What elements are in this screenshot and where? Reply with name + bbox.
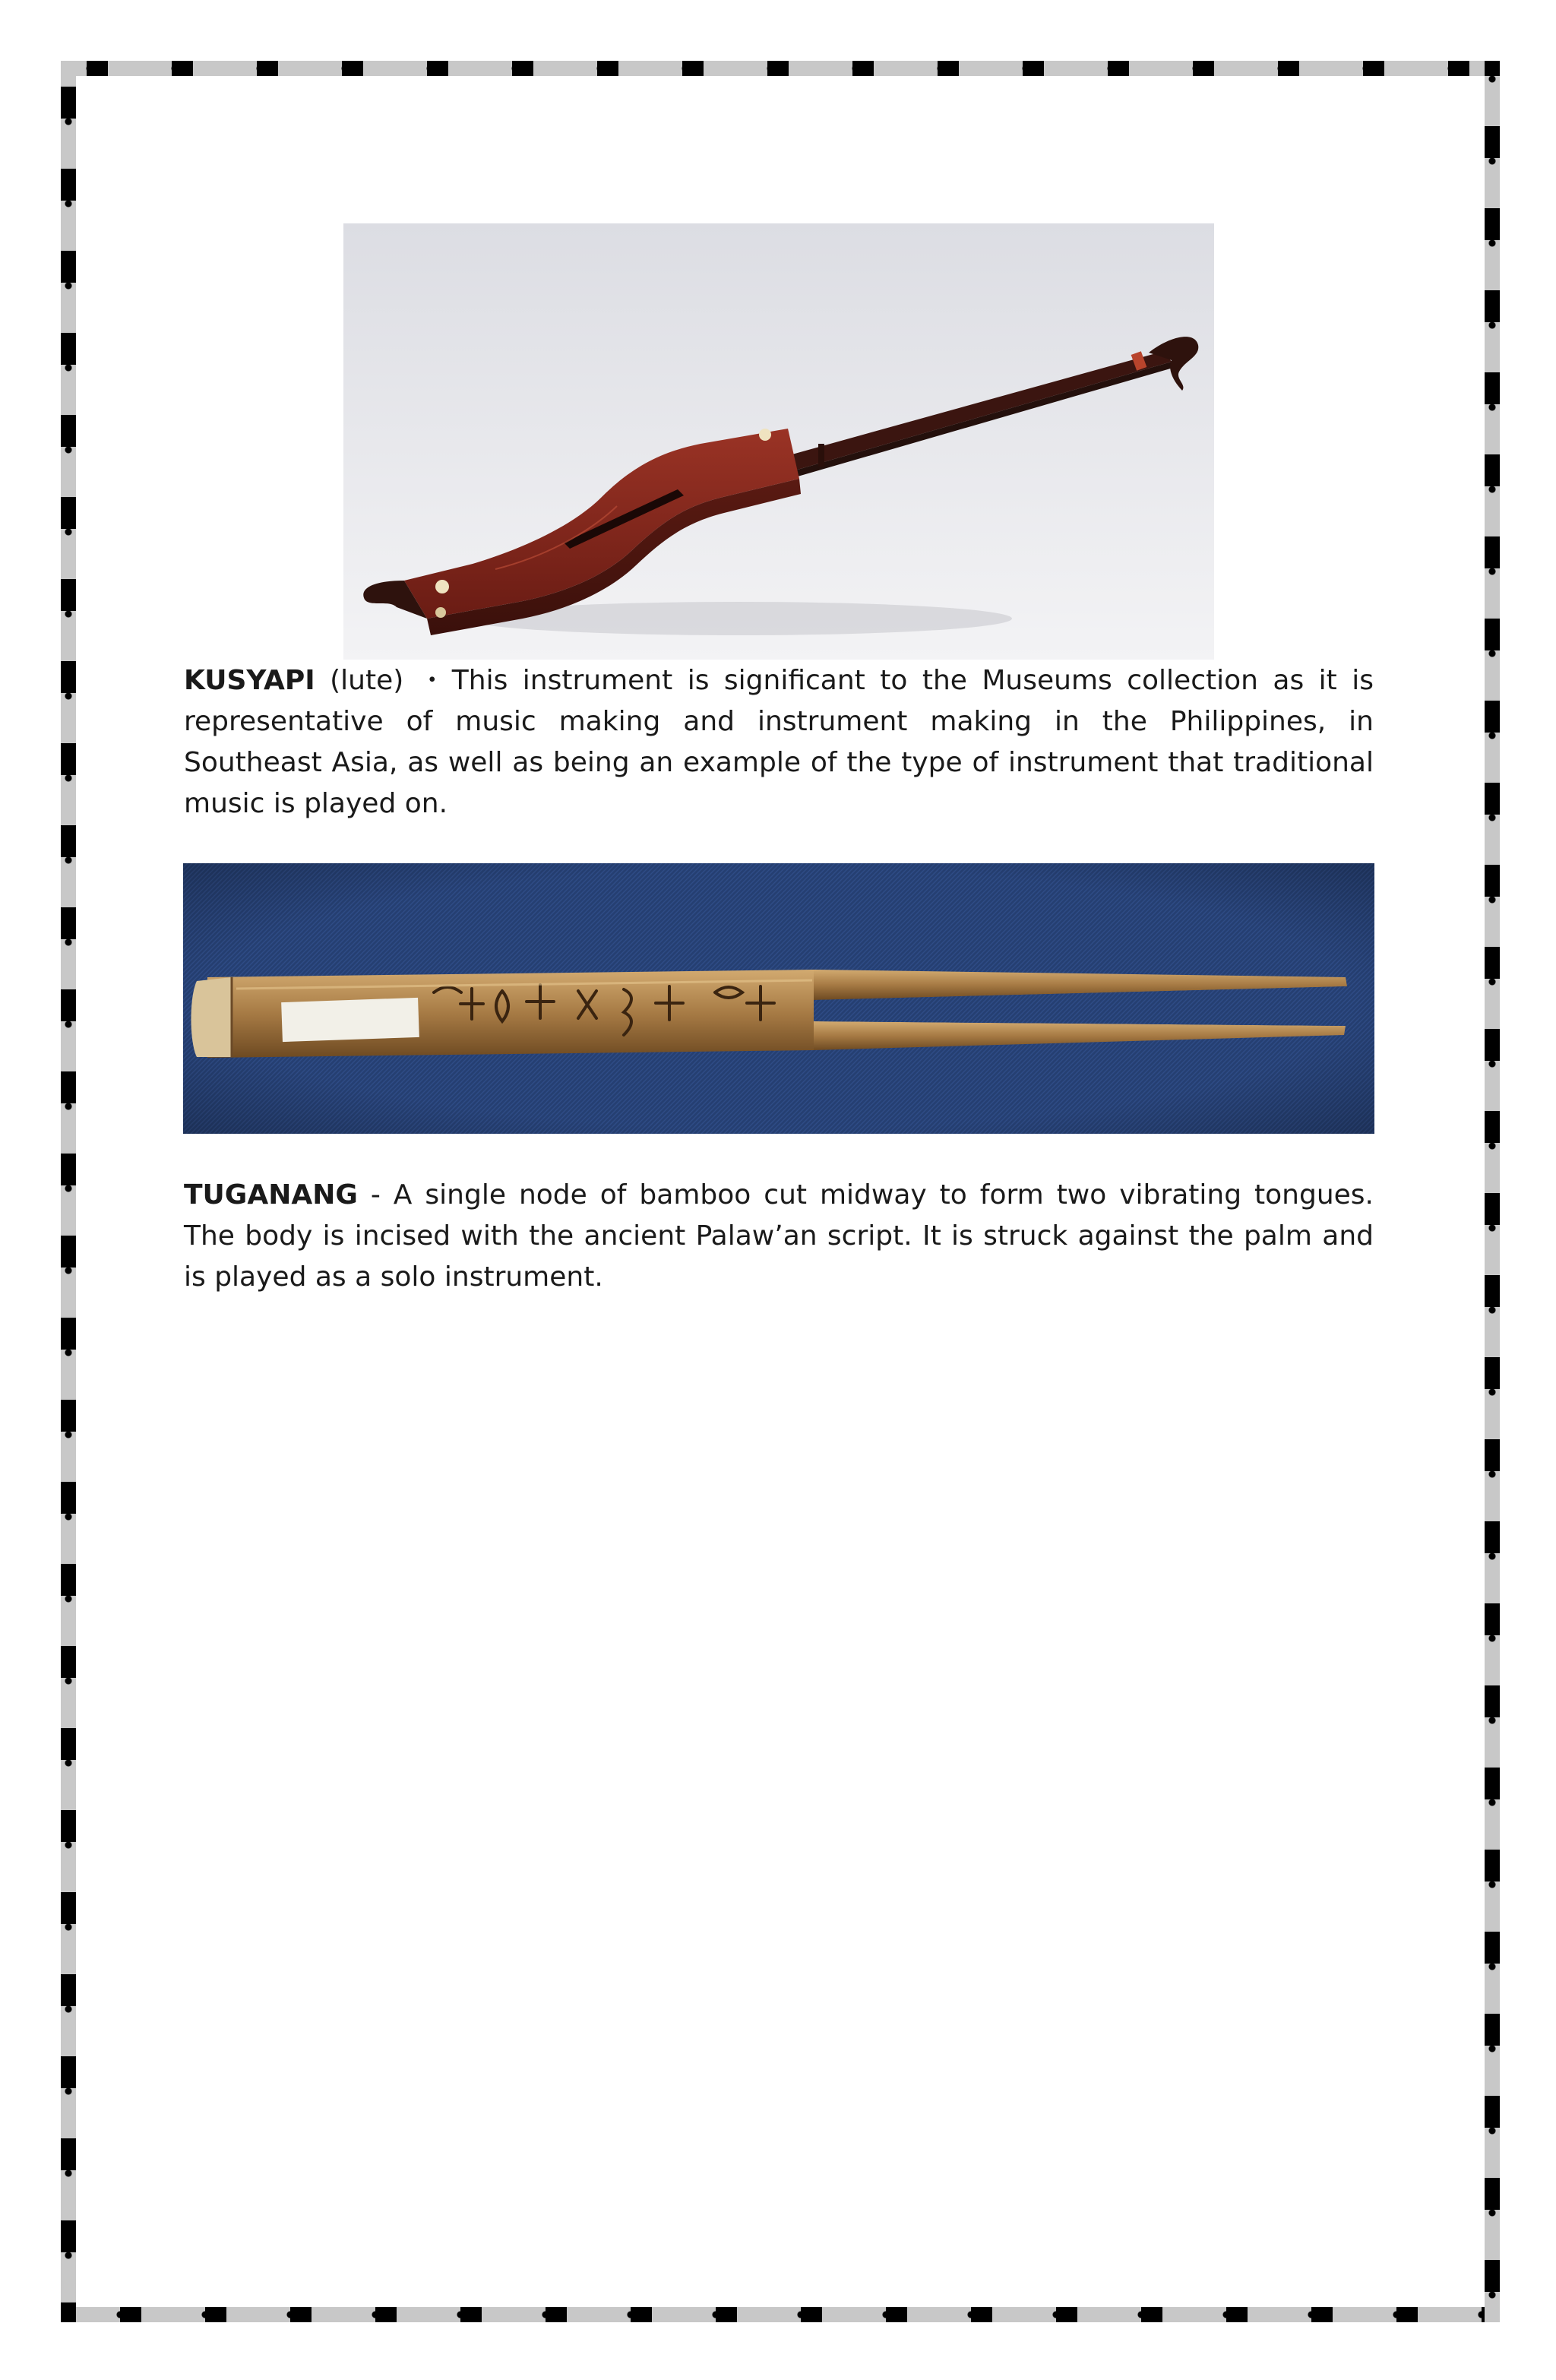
kusyapi-text: (lute) ・This instrument is significant to the Museums collection as it is representative of music making and instrument making in the Philippines, in Southeast Asia, as well as being an example of the type of instrument that traditional music is played on. [184, 665, 1374, 819]
tuganang-photo [183, 863, 1374, 1134]
tuganang-term: TUGANANG [184, 1179, 358, 1211]
tuganang-description [184, 1175, 1374, 1298]
page-border-right [1485, 61, 1500, 2322]
tuganang-illustration [183, 863, 1374, 1134]
kusyapi-description [184, 660, 1374, 824]
page-border-bottom [61, 2307, 1500, 2322]
page-border-top [61, 61, 1500, 76]
kusyapi-photo [343, 223, 1214, 660]
kusyapi-term: KUSYAPI [184, 665, 315, 696]
kusyapi-illustration [343, 223, 1214, 660]
page-border-left [61, 61, 76, 2322]
tuganang-text: - A single node of bamboo cut midway to form two vibrating tongues. The body is incised with the ancient Palaw’an script. It is struck against the palm and is played as a solo instrument. [184, 1179, 1374, 1293]
